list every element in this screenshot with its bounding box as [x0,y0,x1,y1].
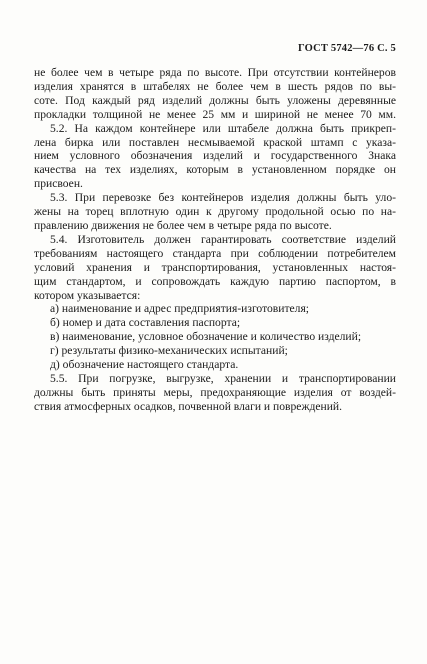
text-line: условий хранения и транспортирования, установленных настоя- [34,260,396,274]
list-item: в) наименование, условное обозначение и количество изделий; [50,330,362,344]
text-line: присвоен. [34,177,83,191]
list-item: а) наименование и адрес предприятия-изготовителя; [50,302,310,316]
text-line: жены на торец вплотную один к другому продольной осью по на- [34,205,396,219]
text-line: 5.4. Изготовитель должен гарантировать соответствие изделий [50,232,396,246]
running-header: ГОСТ 5742—76 С. 5 [297,43,396,54]
text-line: соте. Под каждый ряд изделий должны быть уложены деревянные [34,93,396,107]
text-line: изделия хранятся в штабелях не более чем в шесть рядов по вы- [34,79,396,93]
text-line: 5.5. При погрузке, выгрузке, хранении и транспортировании [50,371,396,385]
text-line: качества на тех изделиях, которым в установленном порядке он [34,163,396,177]
text-line: 5.2. На каждом контейнере или штабеле должна быть прикреп- [50,121,396,135]
text-line: не более чем в четыре ряда по высоте. При отсутствии контейнеров [34,66,396,79]
document-body [34,66,396,414]
text-line: прокладки толщиной не менее 25 мм и шириной не менее 70 мм. [34,107,396,121]
text-line: нием условного обозначения изделий и государственного Знака [34,149,396,163]
text-line: требованиям настоящего стандарта при соблюдении потребителем [34,246,396,260]
list-item: д) обозначение настоящего стандарта. [50,358,239,372]
list-item: б) номер и дата составления паспорта; [50,316,241,330]
list-item: г) результаты физико-механических испытаний; [50,344,288,358]
text-line: должны быть приняты меры, предохраняющие изделия от воздей- [34,385,396,399]
text-line: щим стандартом, и сопровождать каждую партию паспортом, в [34,274,396,288]
text-line: котором указывается: [34,288,141,302]
text-line: ствия атмосферных осадков, почвенной влаги и повреждений. [34,399,343,413]
text-line: лена бирка или поставлен несмываемой краской штамп с указа- [34,135,396,149]
text-line: правлению движения не более чем в четыре ряда по высоте. [34,218,332,232]
text-line: 5.3. При перевозке без контейнеров изделия должны быть уло- [50,191,396,205]
